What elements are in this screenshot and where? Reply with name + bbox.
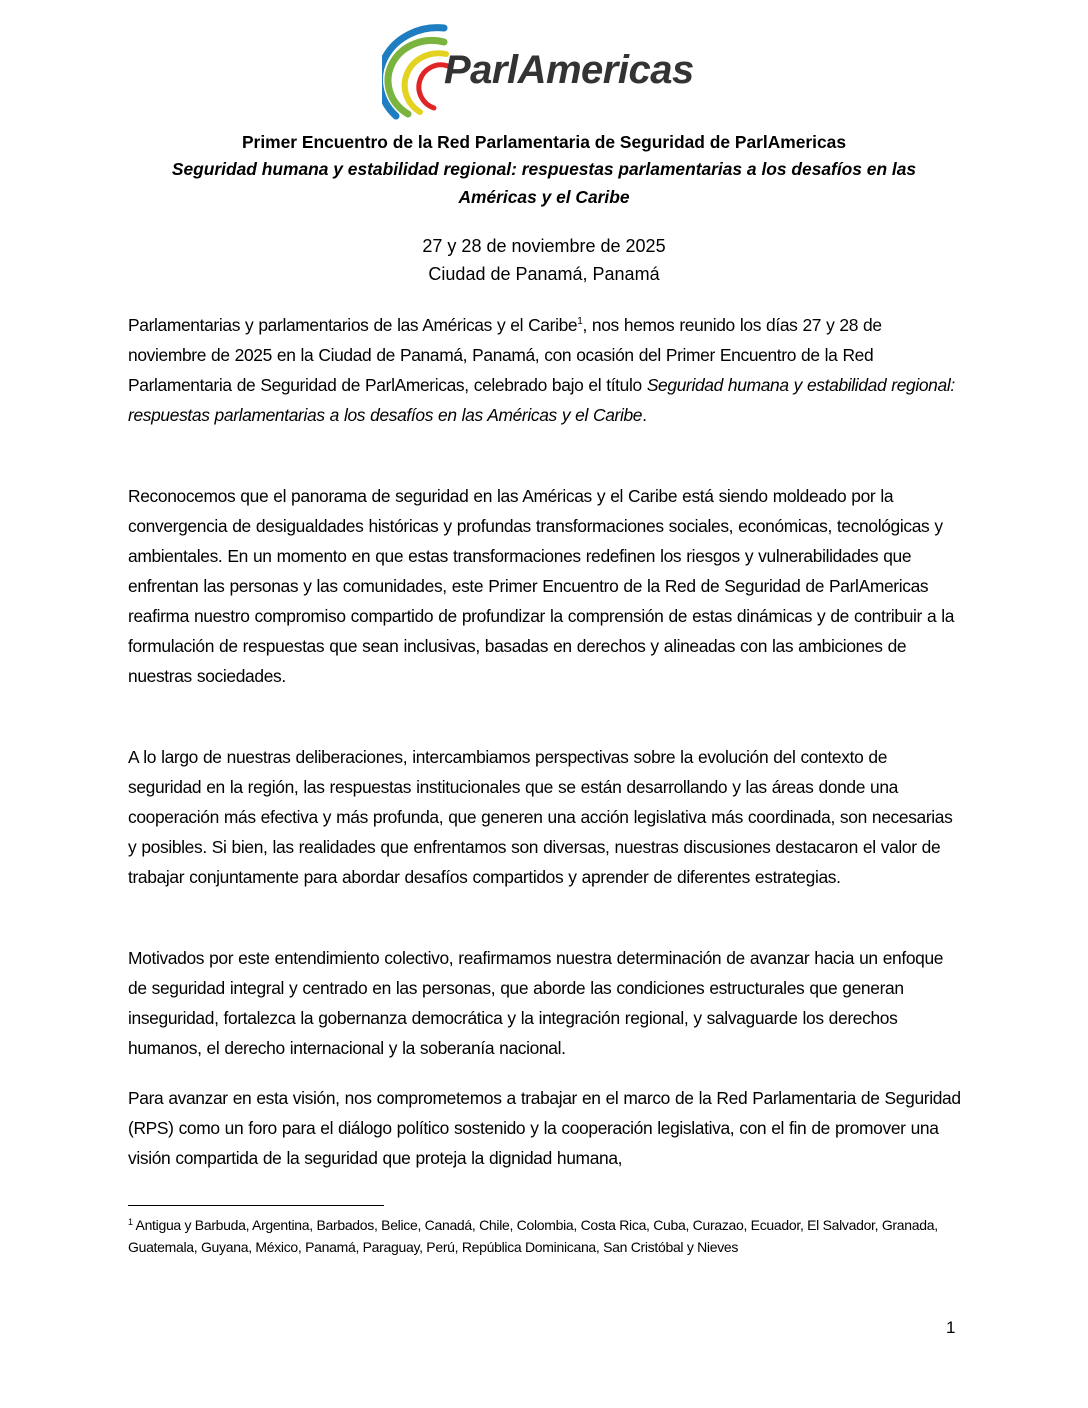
parlamericas-logo	[382, 24, 712, 124]
paragraph-5	[128, 1083, 964, 1173]
paragraph-3-text: A lo largo de nuestras deliberaciones, intercambiamos perspectivas sobre la evolución del contexto de seguridad en la región, las respuestas institucionales que se están desarrollando y las áreas donde una cooperación más efectiva y más profunda, que generen una acción legislativa más coordinada, son necesarias y posibles. Si bien, las realidades que enfrentamos son diversas, nuestras discusiones destacaron el valor de trabajar conjuntamente para abordar desafíos compartidos y aprender de diferentes estrategias.	[128, 747, 953, 887]
page-number: 1	[946, 1318, 956, 1337]
paragraph-1-text-cont: , nos hemos reunido los días 27 y 28 de noviembre de 2025 en la Ciudad de Panamá, Panamá, con ocasión del Primer Encuentro de la Red Parlamentaria de Seguridad de ParlAmericas, celebrado bajo el título	[128, 315, 882, 395]
paragraph-1-end: .	[642, 405, 647, 425]
document-title: Primer Encuentro de la Red Parlamentaria de Seguridad de ParlAmericas	[241, 132, 847, 152]
paragraph-4	[128, 943, 964, 1063]
paragraph-5-text: Para avanzar en esta visión, nos comprometemos a trabajar en el marco de la Red Parlamentaria de Seguridad (RPS) como un foro para el diálogo político sostenido y la cooperación legislativa, con el fin de promover una visión compartida de la seguridad que proteja la dignidad humana,	[128, 1088, 961, 1168]
footnote-text: Antigua y Barbuda, Argentina, Barbados, Belice, Canadá, Chile, Colombia, Costa Rica, Cuba, Curazao, Ecuador, El Salvador, Granada, Guatemala, Guyana, México, Panamá, Paraguay, Perú, República Dominicana, San Cristóbal y Nieves	[128, 1217, 938, 1255]
footnote-reference[interactable]: 1	[577, 316, 583, 327]
footnote-divider	[128, 1205, 384, 1206]
footnote-marker: 1	[128, 1217, 133, 1227]
document-subtitle	[128, 155, 960, 211]
paragraph-1-text: Parlamentarias y parlamentarios de las Américas y el Caribe	[128, 315, 578, 335]
event-date-location	[128, 232, 960, 288]
paragraph-1	[128, 310, 964, 430]
paragraph-2	[128, 481, 964, 691]
paragraph-2-text: Reconocemos que el panorama de seguridad en las Américas y el Caribe está siendo moldeado por la convergencia de desigualdades históricas y profundas transformaciones sociales, económicas, tecnológicas y ambientales. En un momento en que estas transformaciones redefinen los riesgos y vulnerabilidades que enfrentan las personas y las comunidades, este Primer Encuentro de la Red de Seguridad de ParlAmericas reafirma nuestro compromiso compartido de profundizar la comprensión de estas dinámicas y de contribuir a la formulación de respuestas que sean inclusivas, basadas en derechos y alineadas con las ambiciones de nuestras sociedades.	[128, 486, 955, 686]
subtitle-line-2: Américas y el Caribe	[458, 187, 630, 207]
logo-wordmark: ParlAmericas	[444, 48, 694, 92]
event-location: Ciudad de Panamá, Panamá	[428, 264, 660, 284]
subtitle-line-1: Seguridad humana y estabilidad regional: respuestas parlamentarias a los desafíos en las	[171, 159, 917, 179]
paragraph-3	[128, 742, 964, 892]
footnote-1	[128, 1214, 958, 1258]
paragraph-1-italic-title: Seguridad humana y estabilidad regional: respuestas parlamentarias a los desafíos en las Américas y el Caribe	[128, 375, 955, 425]
event-date: 27 y 28 de noviembre de 2025	[422, 236, 666, 256]
paragraph-4-text: Motivados por este entendimiento colectivo, reafirmamos nuestra determinación de avanzar hacia un enfoque de seguridad integral y centrado en las personas, que aborde las condiciones estructurales que generan inseguridad, fortalezca la gobernanza democrática y la integración regional, y salvaguarde los derechos humanos, el derecho internacional y la soberanía nacional.	[128, 948, 944, 1058]
